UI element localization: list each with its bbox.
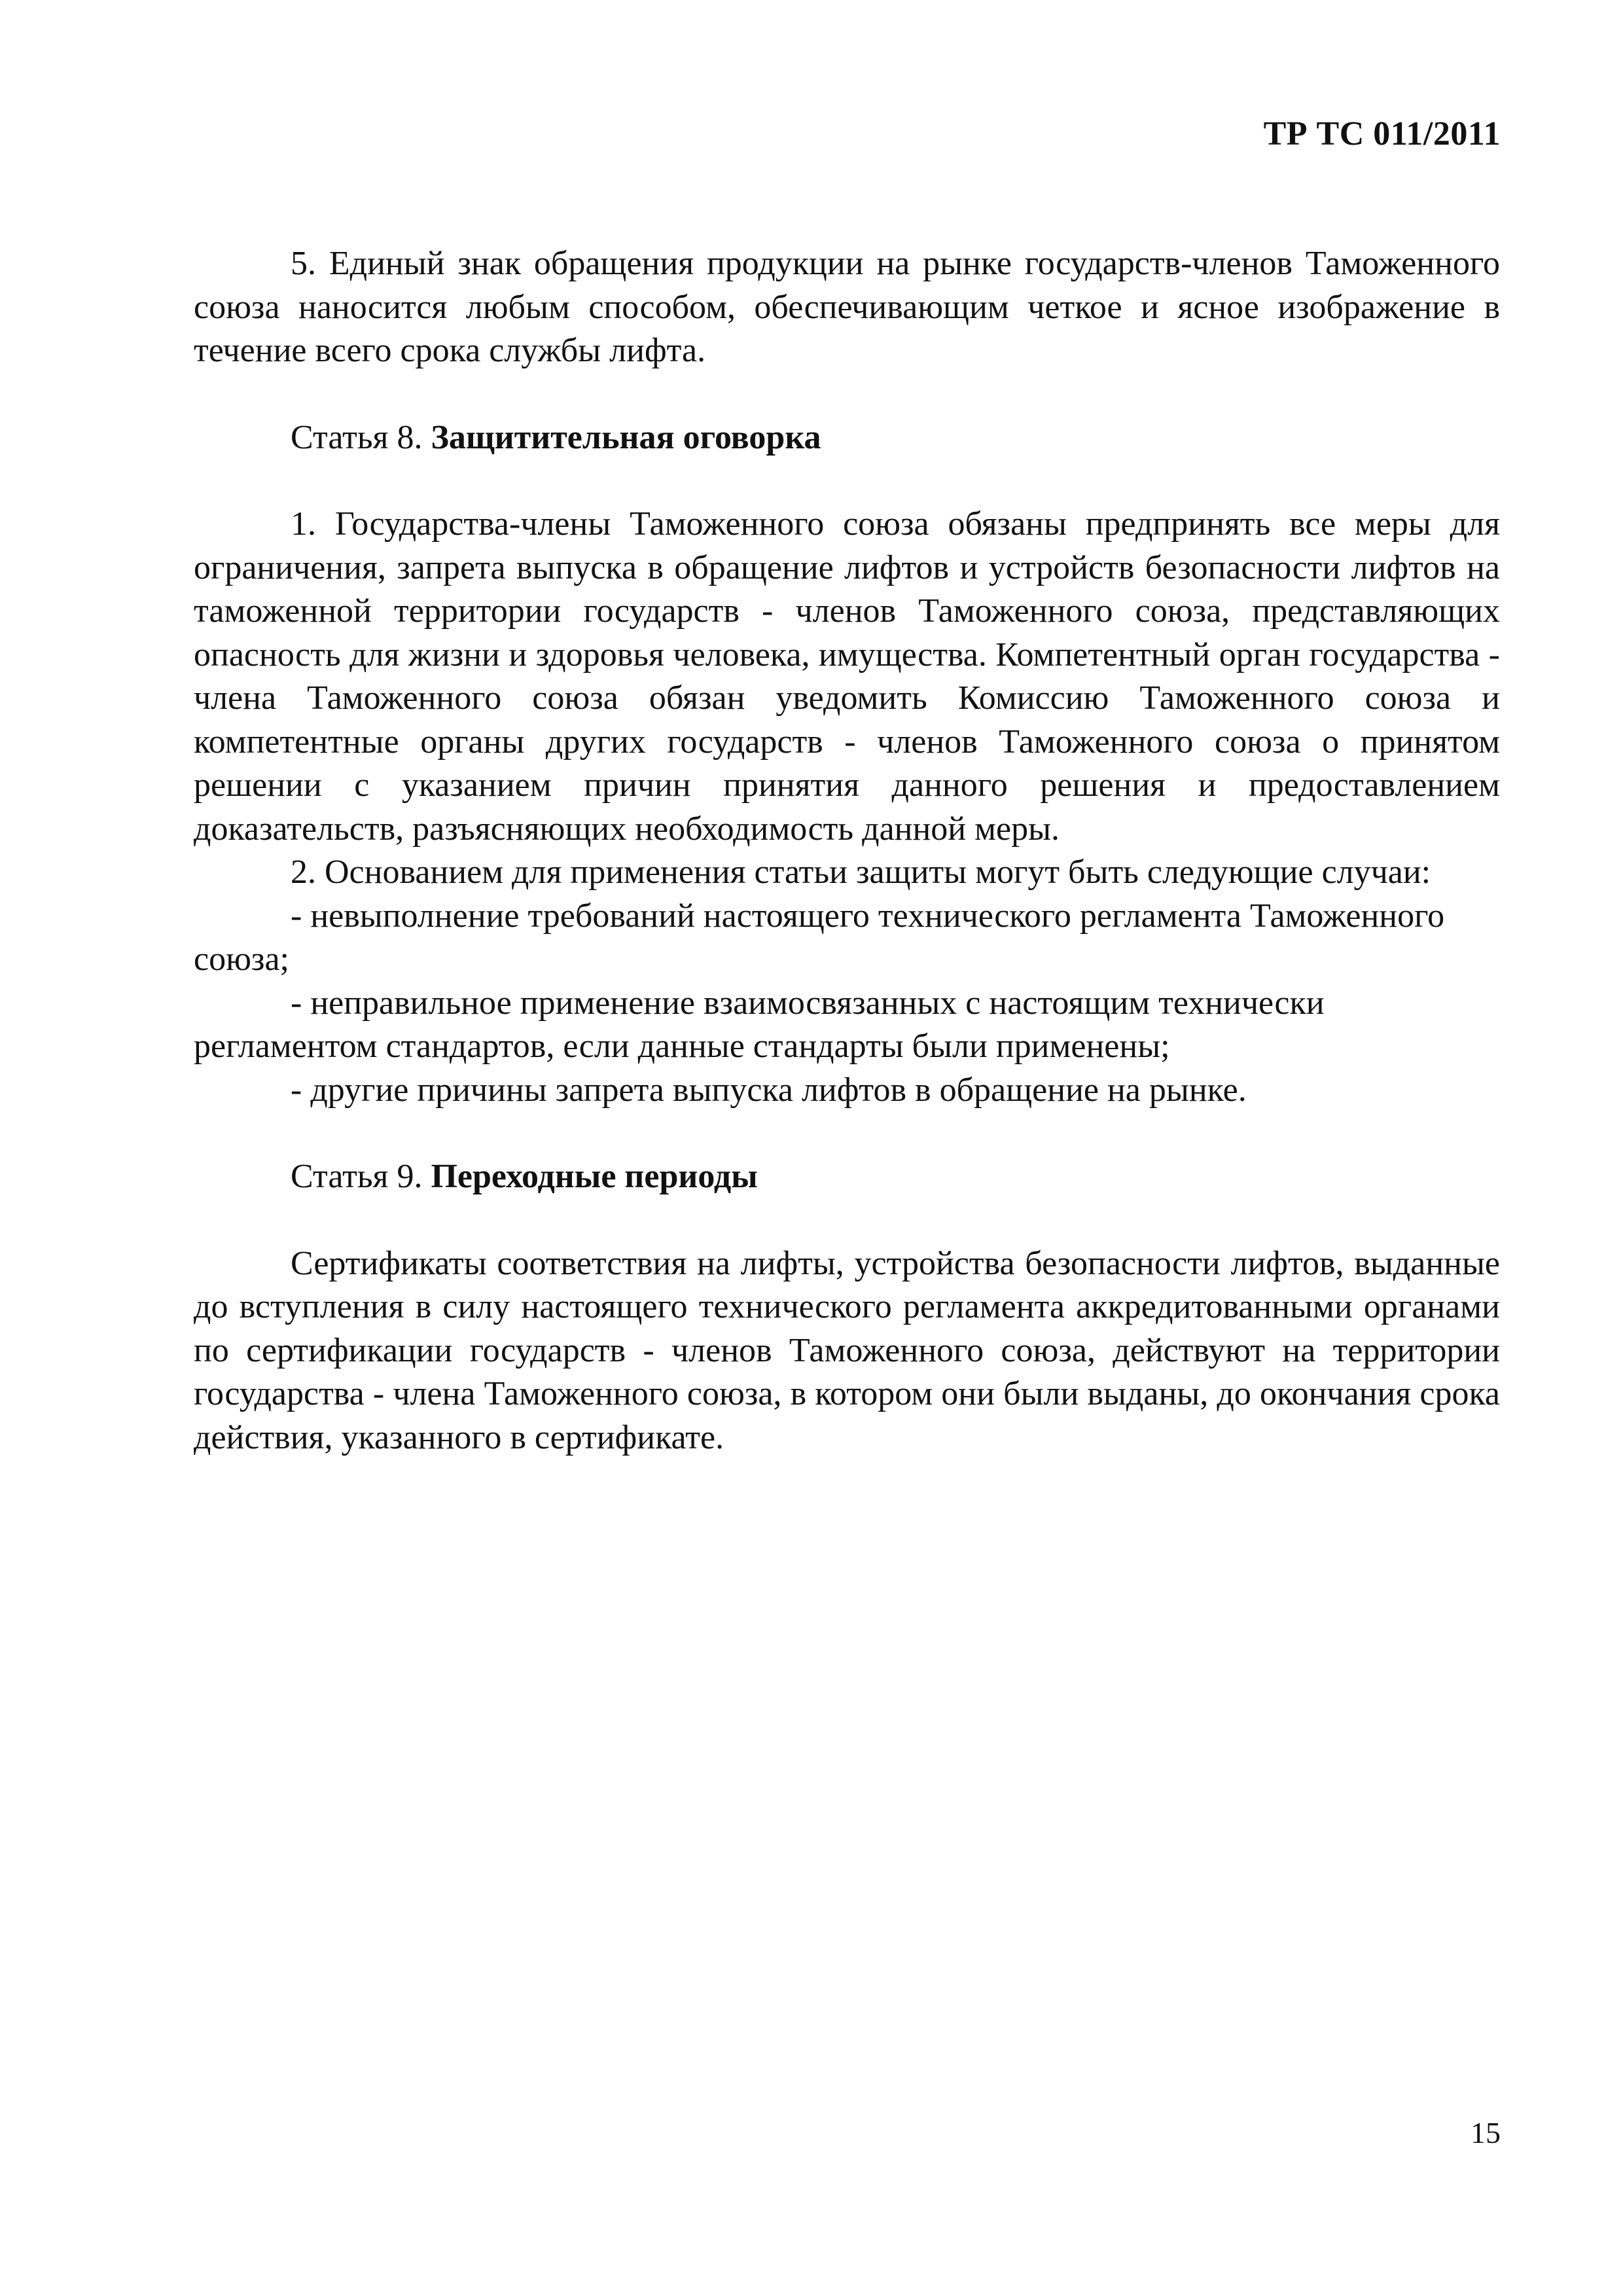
spacer [194, 1199, 1500, 1242]
article-9-prefix: Статья 9. [291, 1158, 423, 1195]
article-8-list-item: - другие причины запрета выпуска лифтов в обращение на рынке. [291, 1071, 1247, 1109]
page-number: 15 [1471, 2116, 1501, 2149]
article-8-paragraph-1: 1. Государства-члены Таможенного союза обязаны предпринять все меры для ограничения, запрета выпуска в обращение лифтов и устройств безопасности лифтов на таможенной территории государств - членов Таможенного союза, представляющих опасность для жизни и здоровья человека, имущества. Компетентный орган государства - члена Таможенного союза обязан уведомить Комиссию Таможенного союза и компетентные органы других государств - членов Таможенного союза о принятом решении с указанием причин принятия данного решения и предоставлением доказательств, разъясняющих необходимость данной меры. [194, 505, 1500, 848]
article-8-prefix: Статья 8. [291, 418, 423, 456]
paragraph-5: 5. Единый знак обращения продукции на рынке государств-членов Таможенного союза наносится любым способом, обеспечивающим четкое и ясное изображение в течение всего срока службы лифта. [194, 245, 1500, 369]
article-8-title: Защитительная оговорка [431, 418, 821, 456]
spacer [194, 459, 1500, 503]
document-code-header: ТР ТС 011/2011 [1263, 115, 1501, 152]
article-9-title: Переходные периоды [431, 1158, 758, 1195]
article-8-list-item: - неправильное применение взаимосвязанных с настоящим технически регламентом стандартов, если данные стандарты были применены; [194, 984, 1325, 1065]
article-8-paragraph-2: 2. Основанием для применения статьи защиты могут быть следующие случаи: [291, 853, 1431, 891]
document-body [194, 242, 1500, 1460]
spacer [194, 1112, 1500, 1155]
article-9-heading [194, 1155, 1500, 1199]
spacer [194, 373, 1500, 416]
article-8-list-item: - невыполнение требований настоящего технического регламента Таможенного союза; [194, 897, 1445, 978]
article-9-paragraph-1: Сертификаты соответствия на лифты, устройства безопасности лифтов, выданные до вступления в силу настоящего технического регламента аккредитованными органами по сертификации государств - членов Таможенного союза, действуют на территории государства - члена Таможенного союза, в котором они были выданы, до окончания срока действия, указанного в сертификате. [194, 1244, 1500, 1456]
article-8-heading [194, 416, 1500, 460]
